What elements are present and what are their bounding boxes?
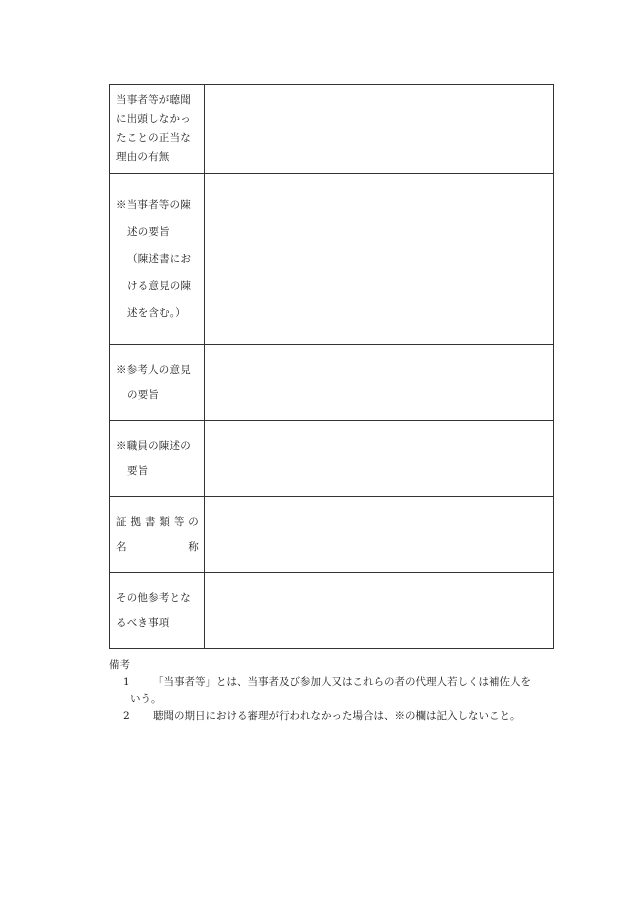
label-line: 述を含む。） <box>127 306 186 319</box>
row-label-other-matters <box>110 573 205 649</box>
remark-text: 「当事者等」とは、当事者及び参加人又はこれらの者の代理人若しくは補佐人を <box>153 676 531 688</box>
label-line <box>116 535 199 560</box>
label-line: に出頭しなかっ <box>116 113 191 125</box>
row-label-evidence-documents <box>110 497 205 573</box>
remark-number: 1 <box>123 676 130 688</box>
table-row <box>110 421 554 497</box>
row-label-absence-reason <box>110 85 205 174</box>
entry-field-other-matters[interactable] <box>205 573 554 649</box>
entry-field-absence-reason[interactable] <box>205 85 554 174</box>
label-line: 要旨 <box>127 464 149 477</box>
label-line: たことの正当な <box>116 132 191 144</box>
label-line: 理由の有無 <box>116 151 170 163</box>
table-row <box>110 174 554 345</box>
row-label-staff-statement <box>110 421 205 497</box>
label-char: 名 <box>116 540 127 553</box>
label-line: の要旨 <box>127 388 160 401</box>
remark-number: 2 <box>123 710 130 722</box>
label-line <box>116 510 199 535</box>
label-line: 当事者等が聴聞 <box>116 94 191 106</box>
label-char: 等 <box>173 515 185 528</box>
label-line: （陳述書にお <box>127 252 192 265</box>
table-row <box>110 573 554 649</box>
label-line: ける意見の陳 <box>127 279 192 292</box>
entry-field-staff-statement[interactable] <box>205 421 554 497</box>
remark-item <box>109 674 579 691</box>
remarks-section <box>109 657 579 725</box>
row-label-party-statement <box>110 174 205 345</box>
label-char: 証 <box>116 515 127 528</box>
row-label-witness-opinion <box>110 345 205 421</box>
entry-field-party-statement[interactable] <box>205 174 554 345</box>
remark-text: 聴聞の期日における審理が行われなかった場合は、※の欄は記入しないこと。 <box>153 710 521 722</box>
hearing-record-table <box>109 84 554 649</box>
label-char: 称 <box>188 540 199 553</box>
entry-field-evidence-documents[interactable] <box>205 497 554 573</box>
label-char: 類 <box>159 515 171 528</box>
table-row <box>110 85 554 174</box>
label-line: ※当事者等の陳 <box>116 198 191 211</box>
label-line: その他参考とな <box>116 591 191 604</box>
label-line: 述の要旨 <box>127 225 170 238</box>
label-line: ※参考人の意見 <box>116 363 191 376</box>
remark-text-continuation: いう。 <box>130 693 162 705</box>
label-char: の <box>188 515 199 528</box>
remarks-title: 備考 <box>109 659 130 671</box>
table-row <box>110 345 554 421</box>
label-char: 書 <box>144 515 156 528</box>
label-line: ※職員の陳述の <box>116 439 191 452</box>
table-row <box>110 497 554 573</box>
label-line: るべき事項 <box>116 616 170 629</box>
label-char: 拠 <box>130 515 142 528</box>
entry-field-witness-opinion[interactable] <box>205 345 554 421</box>
remark-item <box>109 708 579 725</box>
